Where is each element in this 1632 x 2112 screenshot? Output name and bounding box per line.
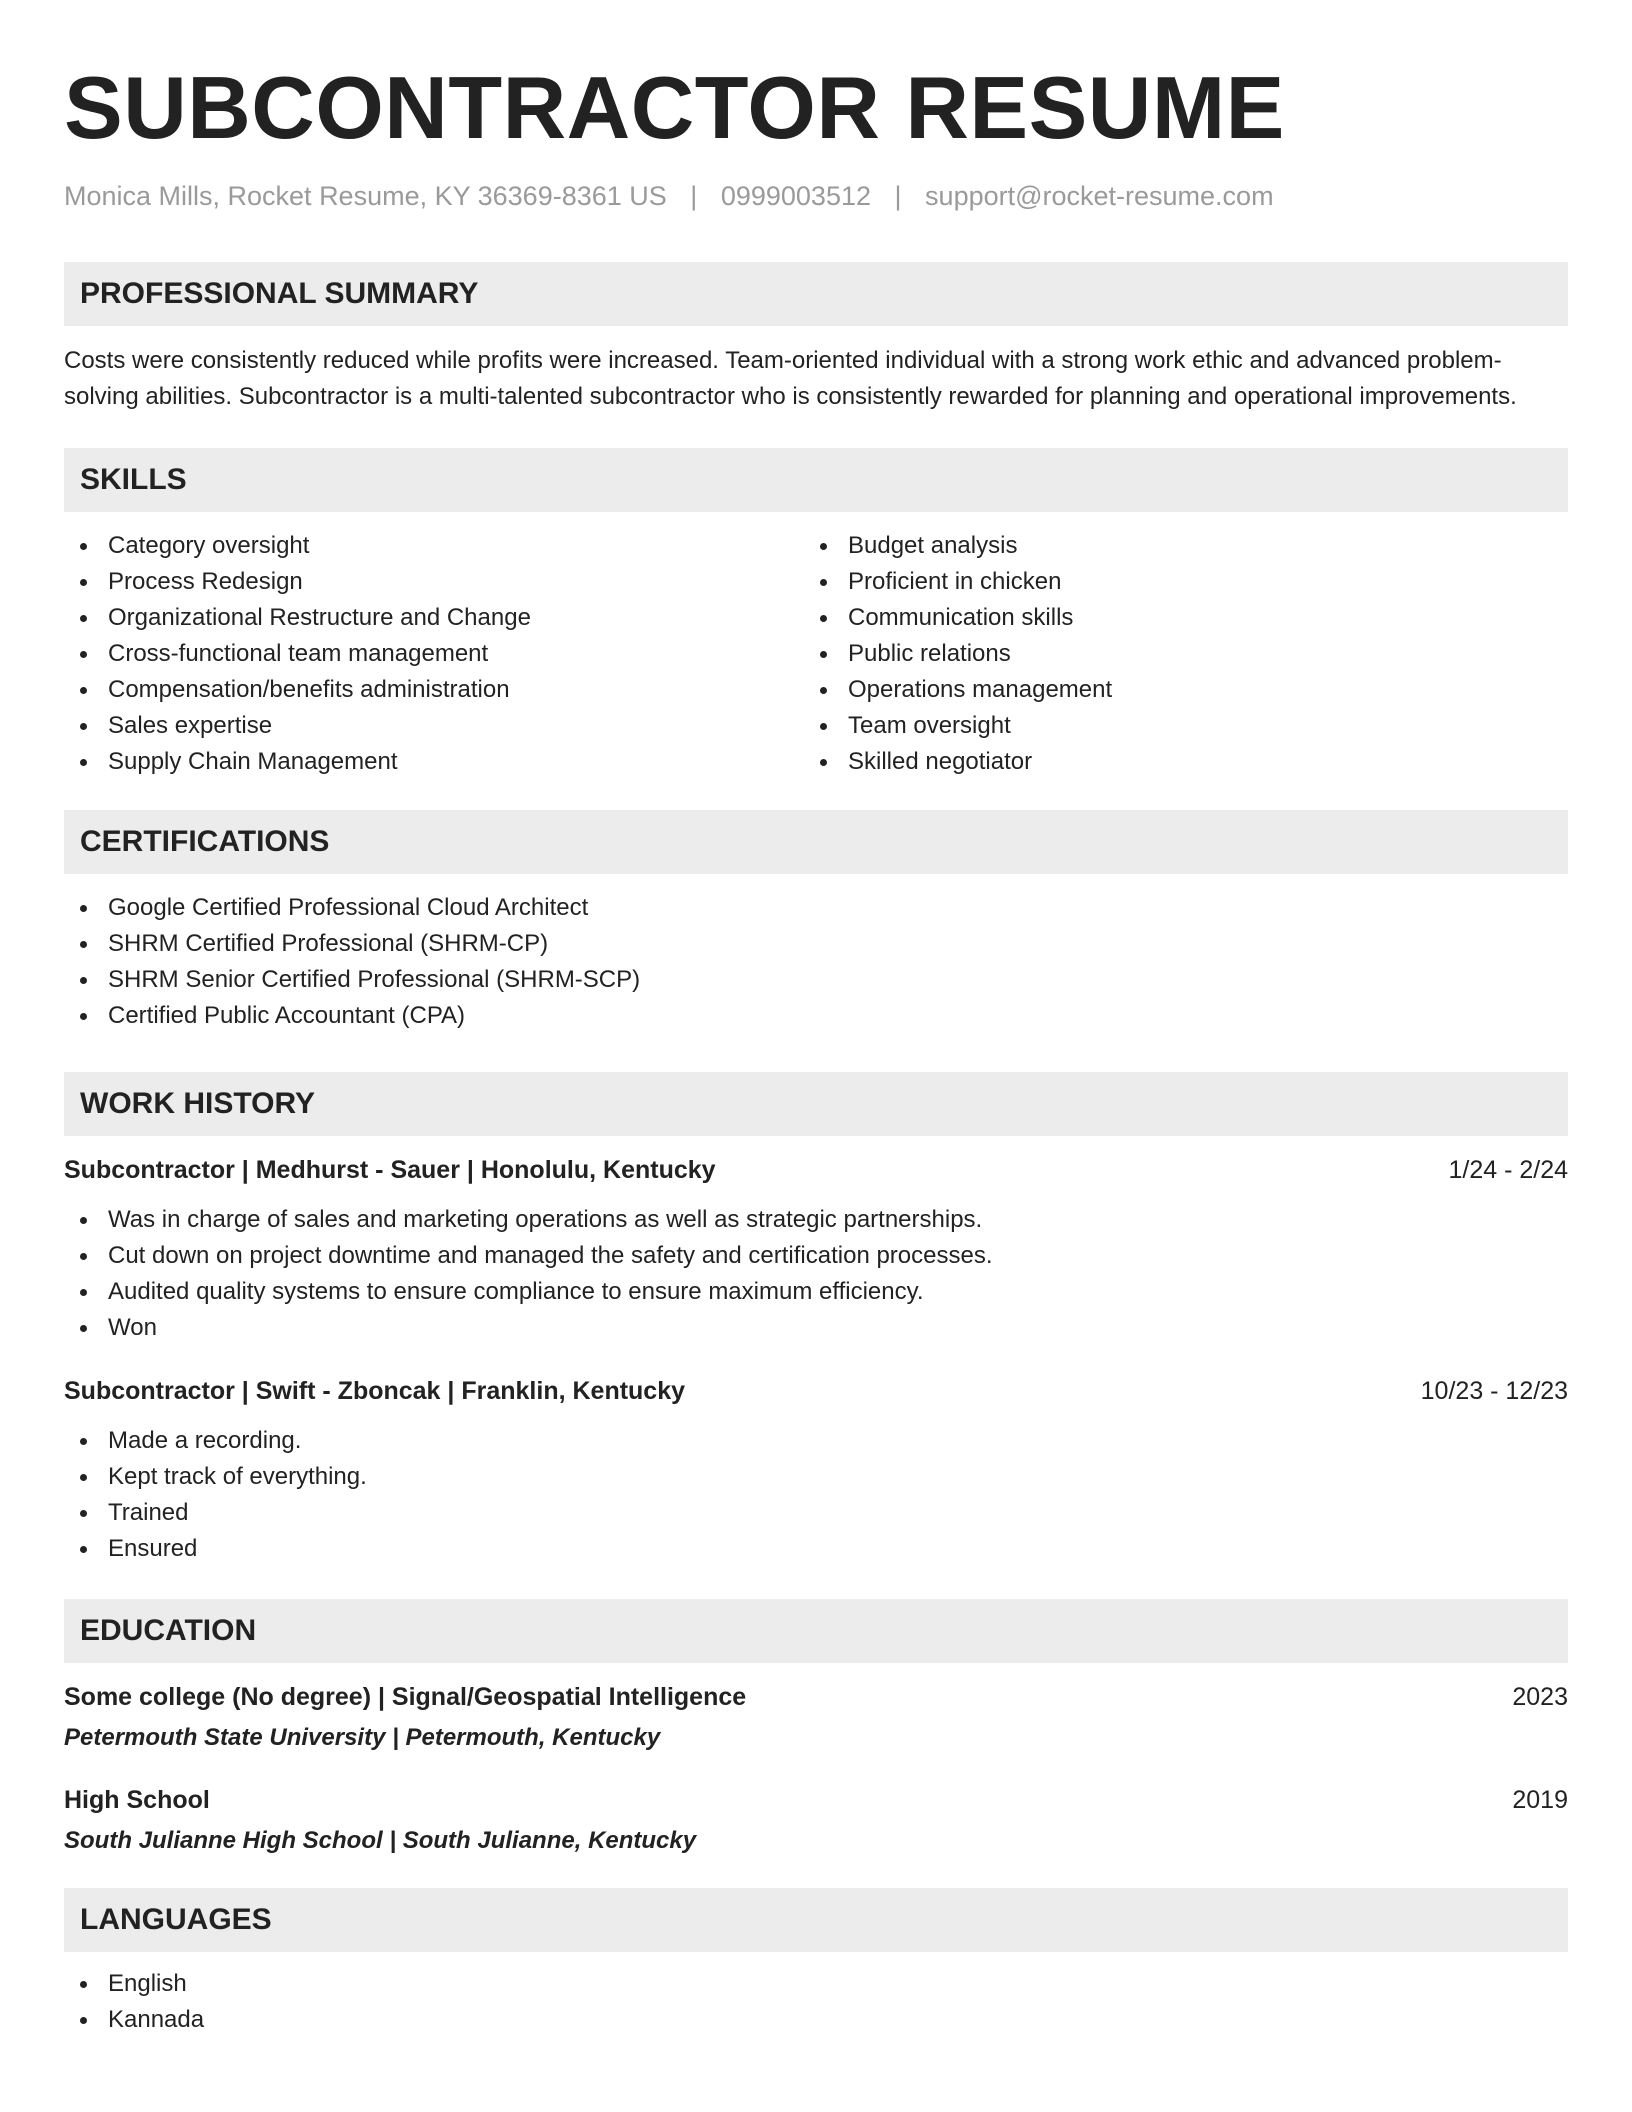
skill-item: Team oversight xyxy=(804,708,1544,744)
certification-item: Google Certified Professional Cloud Architect xyxy=(64,890,1568,926)
contact-address: Monica Mills, Rocket Resume, KY 36369-8361 US xyxy=(64,181,667,211)
skill-item: Public relations xyxy=(804,636,1544,672)
skill-item: Sales expertise xyxy=(64,708,804,744)
skill-item: Skilled negotiator xyxy=(804,744,1544,780)
education-date: 2019 xyxy=(1512,1786,1568,1815)
certification-item: SHRM Senior Certified Professional (SHRM-SCP) xyxy=(64,962,1568,998)
skill-item: Budget analysis xyxy=(804,528,1544,564)
resume-title: SUBCONTRACTOR RESUME xyxy=(64,58,1285,157)
job-bullet: Audited quality systems to ensure compliance to ensure maximum efficiency. xyxy=(64,1274,1568,1310)
language-item: Kannada xyxy=(64,2002,1568,2038)
contact-separator: | xyxy=(690,181,698,211)
skill-item: Supply Chain Management xyxy=(64,744,804,780)
job-bullet: Trained xyxy=(64,1495,1568,1531)
skill-item: Cross-functional team management xyxy=(64,636,804,672)
job-bullet: Ensured xyxy=(64,1531,1568,1567)
certifications-list xyxy=(64,890,1568,1034)
skill-item: Category oversight xyxy=(64,528,804,564)
education-school: South Julianne High School | South Julianne, Kentucky xyxy=(64,1827,697,1855)
skill-item: Operations management xyxy=(804,672,1544,708)
skills-grid xyxy=(64,528,1568,780)
education-school: Petermouth State University | Petermouth, Kentucky xyxy=(64,1724,661,1752)
job-bullet: Cut down on project downtime and managed the safety and certification processes. xyxy=(64,1238,1568,1274)
language-item: English xyxy=(64,1966,1568,2002)
summary-text: Costs were consistently reduced while profits were increased. Team-oriented individual with a strong work ethic and advanced problem-solving abilities. Subcontractor is a multi-talented subcontractor who is consistently rewarded for planning and operational improvements. xyxy=(64,347,1517,411)
section-heading-summary: PROFESSIONAL SUMMARY xyxy=(64,262,1568,326)
job-bullet: Made a recording. xyxy=(64,1423,1568,1459)
section-heading-education: EDUCATION xyxy=(64,1599,1568,1663)
education-degree: Some college (No degree) | Signal/Geospatial Intelligence xyxy=(64,1683,747,1712)
job-title: Subcontractor | Swift - Zboncak | Franklin, Kentucky xyxy=(64,1377,686,1406)
contact-separator: | xyxy=(894,181,902,211)
education-degree: High School xyxy=(64,1786,210,1815)
job-bullets xyxy=(64,1202,1568,1346)
education-header xyxy=(64,1683,1568,1712)
job-bullet: Was in charge of sales and marketing operations as well as strategic partnerships. xyxy=(64,1202,1568,1238)
skills-list-left xyxy=(64,528,804,780)
certification-item: Certified Public Accountant (CPA) xyxy=(64,998,1568,1034)
job-bullets xyxy=(64,1423,1568,1567)
skills-list-right xyxy=(804,528,1544,780)
job-date: 10/23 - 12/23 xyxy=(1420,1377,1568,1406)
job-header xyxy=(64,1377,1568,1406)
education-date: 2023 xyxy=(1512,1683,1568,1712)
education-header xyxy=(64,1786,1568,1815)
job-bullet: Kept track of everything. xyxy=(64,1459,1568,1495)
contact-email: support@rocket-resume.com xyxy=(925,181,1274,211)
skill-item: Process Redesign xyxy=(64,564,804,600)
contact-phone: 0999003512 xyxy=(720,181,871,211)
job-header xyxy=(64,1156,1568,1185)
skill-item: Compensation/benefits administration xyxy=(64,672,804,708)
skill-item: Communication skills xyxy=(804,600,1544,636)
job-bullet: Won xyxy=(64,1310,1568,1346)
section-heading-languages: LANGUAGES xyxy=(64,1888,1568,1952)
contact-line xyxy=(64,180,1568,212)
job-date: 1/24 - 2/24 xyxy=(1448,1156,1568,1185)
skill-item: Proficient in chicken xyxy=(804,564,1544,600)
certification-item: SHRM Certified Professional (SHRM-CP) xyxy=(64,926,1568,962)
section-heading-skills: SKILLS xyxy=(64,448,1568,512)
languages-list xyxy=(64,1966,1568,2038)
job-title: Subcontractor | Medhurst - Sauer | Honolulu, Kentucky xyxy=(64,1156,716,1185)
skill-item: Organizational Restructure and Change xyxy=(64,600,804,636)
section-heading-certifications: CERTIFICATIONS xyxy=(64,810,1568,874)
section-heading-work-history: WORK HISTORY xyxy=(64,1072,1568,1136)
